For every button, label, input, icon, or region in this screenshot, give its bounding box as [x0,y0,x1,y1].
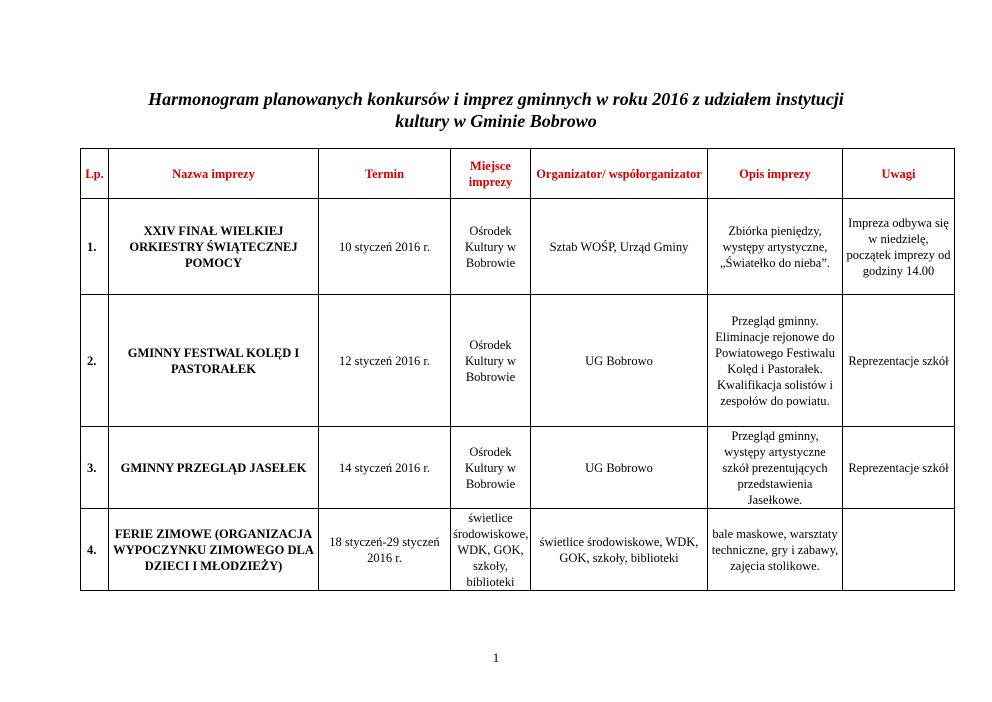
header-lp: Lp. [81,149,109,199]
cell-nazwa: XXIV FINAŁ WIELKIEJ ORKIESTRY ŚWIĄTECZNEJ POMOCY [109,199,319,295]
cell-lp: 1. [81,199,109,295]
cell-opis: bale maskowe, warsztaty techniczne, gry i zabawy, zajęcia stolikowe. [708,509,843,591]
cell-organizator: Sztab WOŚP, Urząd Gminy [531,199,708,295]
title-line-2: kultury w Gminie Bobrowo [395,111,597,131]
cell-termin: 10 styczeń 2016 r. [319,199,451,295]
cell-nazwa: FERIE ZIMOWE (ORGANIZACJA WYPOCZYNKU ZIMOWEGO DLA DZIECI I MŁODZIEŻY) [109,509,319,591]
cell-organizator: UG Bobrowo [531,427,708,509]
cell-opis: Przegląd gminny, występy artystyczne szkół prezentujących przedstawienia Jasełkowe. [708,427,843,509]
cell-uwagi [843,509,955,591]
page-number: 1 [492,650,500,665]
header-organizator: Organizator/ współorganizator [531,149,708,199]
cell-miejsce: Ośrodek Kultury w Bobrowie [451,295,531,427]
header-miejsce: Miejsce imprezy [451,149,531,199]
cell-uwagi: Reprezentacje szkół [843,427,955,509]
header-nazwa: Nazwa imprezy [109,149,319,199]
cell-miejsce: Ośrodek Kultury w Bobrowie [451,427,531,509]
cell-uwagi: Reprezentacje szkół [843,295,955,427]
cell-nazwa: GMINNY FESTWAL KOLĘD I PASTORAŁEK [109,295,319,427]
cell-termin: 12 styczeń 2016 r. [319,295,451,427]
events-schedule-table [80,148,955,591]
cell-miejsce: Ośrodek Kultury w Bobrowie [451,199,531,295]
cell-termin: 18 styczeń-29 styczeń 2016 r. [319,509,451,591]
cell-organizator: UG Bobrowo [531,295,708,427]
header-uwagi: Uwagi [843,149,955,199]
cell-uwagi: Impreza odbywa się w niedzielę, początek imprezy od godziny 14.00 [843,199,955,295]
document-title [60,88,932,132]
table-row [81,509,955,591]
table-row [81,295,955,427]
header-termin: Termin [319,149,451,199]
table-header-row [81,149,955,199]
table-row [81,199,955,295]
title-line-1: Harmonogram planowanych konkursów i imprez gminnych w roku 2016 z udziałem instytucji [148,89,844,109]
header-opis: Opis imprezy [708,149,843,199]
cell-opis: Zbiórka pieniędzy, występy artystyczne, „Światełko do nieba”. [708,199,843,295]
cell-miejsce: świetlice środowiskowe, WDK, GOK, szkoły, biblioteki [451,509,531,591]
cell-lp: 3. [81,427,109,509]
cell-organizator: świetlice środowiskowe, WDK, GOK, szkoły, biblioteki [531,509,708,591]
table-row [81,427,955,509]
cell-lp: 2. [81,295,109,427]
cell-nazwa: GMINNY PRZEGLĄD JASEŁEK [109,427,319,509]
cell-lp: 4. [81,509,109,591]
cell-termin: 14 styczeń 2016 r. [319,427,451,509]
cell-opis: Przegląd gminny. Eliminacje rejonowe do Powiatowego Festiwalu Kolęd i Pastorałek. Kwalifikacja solistów i zespołów do powiatu. [708,295,843,427]
